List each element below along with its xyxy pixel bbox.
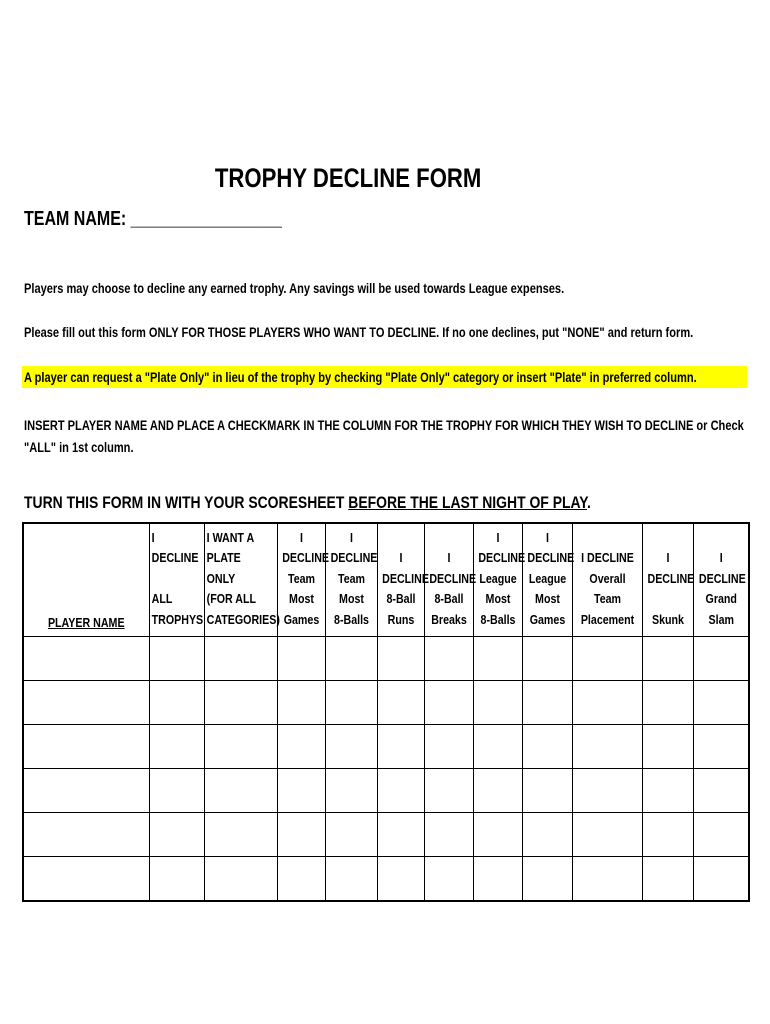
player-name-cell[interactable] bbox=[23, 857, 149, 902]
checkmark-cell[interactable] bbox=[642, 725, 693, 769]
checkmark-cell[interactable] bbox=[642, 637, 693, 681]
checkmark-cell[interactable] bbox=[325, 725, 377, 769]
checkmark-cell[interactable] bbox=[693, 681, 749, 725]
column-header-9: I DECLINE Skunk bbox=[642, 523, 693, 637]
column-header-0: I DECLINE ALL TROPHYS bbox=[149, 523, 204, 637]
checkmark-cell[interactable] bbox=[149, 813, 204, 857]
checkmark-cell[interactable] bbox=[424, 813, 473, 857]
checkmark-cell[interactable] bbox=[325, 769, 377, 813]
checkmark-cell[interactable] bbox=[522, 637, 572, 681]
checkmark-cell[interactable] bbox=[204, 813, 277, 857]
checkmark-cell[interactable] bbox=[424, 769, 473, 813]
checkmark-cell[interactable] bbox=[277, 857, 325, 902]
checkmark-cell[interactable] bbox=[149, 637, 204, 681]
checkmark-cell[interactable] bbox=[377, 681, 424, 725]
column-header-7: I DECLINE League Most Games bbox=[522, 523, 572, 637]
checkmark-cell[interactable] bbox=[572, 725, 642, 769]
deadline-text: BEFORE THE LAST NIGHT OF PLAY bbox=[348, 493, 588, 512]
checkmark-cell[interactable] bbox=[693, 637, 749, 681]
checkmark-cell[interactable] bbox=[473, 813, 522, 857]
checkmark-cell[interactable] bbox=[204, 637, 277, 681]
checkmark-cell[interactable] bbox=[693, 857, 749, 902]
player-name-cell[interactable] bbox=[23, 637, 149, 681]
checkmark-cell[interactable] bbox=[204, 857, 277, 902]
checkmark-cell[interactable] bbox=[642, 813, 693, 857]
checkmark-cell[interactable] bbox=[693, 813, 749, 857]
checkmark-cell[interactable] bbox=[693, 725, 749, 769]
checkmark-cell[interactable] bbox=[642, 769, 693, 813]
player-name-cell[interactable] bbox=[23, 681, 149, 725]
checkmark-cell[interactable] bbox=[277, 681, 325, 725]
table-row bbox=[23, 813, 749, 857]
checkmark-cell[interactable] bbox=[277, 725, 325, 769]
column-header-6: I DECLINE League Most 8-Balls bbox=[473, 523, 522, 637]
decline-table bbox=[22, 522, 750, 902]
column-header-5: I DECLINE 8-Ball Breaks bbox=[424, 523, 473, 637]
checkmark-cell[interactable] bbox=[277, 813, 325, 857]
turn-in-notice: TURN THIS FORM IN WITH YOUR SCORESHEET BEFORE THE LAST NIGHT OF PLAY. bbox=[24, 493, 591, 512]
checkmark-cell[interactable] bbox=[325, 813, 377, 857]
checkmark-cell[interactable] bbox=[473, 769, 522, 813]
checkmark-cell[interactable] bbox=[325, 637, 377, 681]
checkmark-cell[interactable] bbox=[204, 681, 277, 725]
checkmark-cell[interactable] bbox=[377, 637, 424, 681]
insert-instruction-line2: "ALL" in 1st column. bbox=[24, 440, 134, 455]
checkmark-cell[interactable] bbox=[424, 681, 473, 725]
plate-only-note: A player can request a "Plate Only" in lieu of the trophy by checking "Plate Only" category or insert "Plate" in preferred column. bbox=[24, 370, 697, 385]
team-name-field[interactable]: TEAM NAME: _________________ bbox=[24, 208, 282, 230]
column-header-8: I DECLINE Overall Team Placement bbox=[572, 523, 642, 637]
checkmark-cell[interactable] bbox=[377, 857, 424, 902]
intro-text: Players may choose to decline any earned trophy. Any savings will be used towards League expenses. bbox=[24, 281, 565, 296]
checkmark-cell[interactable] bbox=[642, 681, 693, 725]
checkmark-cell[interactable] bbox=[522, 813, 572, 857]
checkmark-cell[interactable] bbox=[204, 725, 277, 769]
checkmark-cell[interactable] bbox=[473, 681, 522, 725]
checkmark-cell[interactable] bbox=[693, 769, 749, 813]
checkmark-cell[interactable] bbox=[522, 681, 572, 725]
table-row bbox=[23, 637, 749, 681]
checkmark-cell[interactable] bbox=[572, 637, 642, 681]
checkmark-cell[interactable] bbox=[325, 857, 377, 902]
checkmark-cell[interactable] bbox=[149, 769, 204, 813]
column-header-1: I WANT A PLATE ONLY (FOR ALL CATEGORIES) bbox=[204, 523, 277, 637]
column-header-10: I DECLINE Grand Slam bbox=[693, 523, 749, 637]
insert-instruction-line1: INSERT PLAYER NAME AND PLACE A CHECKMARK IN THE COLUMN FOR THE TROPHY FOR WHICH THEY WISH TO DECLINE or Check bbox=[24, 418, 744, 433]
player-name-cell[interactable] bbox=[23, 813, 149, 857]
form-title: TROPHY DECLINE FORM bbox=[214, 163, 482, 193]
checkmark-cell[interactable] bbox=[149, 857, 204, 902]
table-row bbox=[23, 857, 749, 902]
checkmark-cell[interactable] bbox=[325, 681, 377, 725]
checkmark-cell[interactable] bbox=[522, 725, 572, 769]
checkmark-cell[interactable] bbox=[377, 725, 424, 769]
checkmark-cell[interactable] bbox=[473, 857, 522, 902]
checkmark-cell[interactable] bbox=[473, 637, 522, 681]
player-name-cell[interactable] bbox=[23, 725, 149, 769]
checkmark-cell[interactable] bbox=[572, 681, 642, 725]
checkmark-cell[interactable] bbox=[572, 857, 642, 902]
checkmark-cell[interactable] bbox=[377, 769, 424, 813]
checkmark-cell[interactable] bbox=[149, 725, 204, 769]
checkmark-cell[interactable] bbox=[277, 769, 325, 813]
checkmark-cell[interactable] bbox=[424, 725, 473, 769]
table-row bbox=[23, 769, 749, 813]
table-row bbox=[23, 681, 749, 725]
player-name-header: PLAYER NAME bbox=[23, 523, 149, 637]
table-row bbox=[23, 725, 749, 769]
checkmark-cell[interactable] bbox=[642, 857, 693, 902]
checkmark-cell[interactable] bbox=[572, 769, 642, 813]
checkmark-cell[interactable] bbox=[572, 813, 642, 857]
column-header-4: I DECLINE 8-Ball Runs bbox=[377, 523, 424, 637]
checkmark-cell[interactable] bbox=[149, 681, 204, 725]
checkmark-cell[interactable] bbox=[204, 769, 277, 813]
checkmark-cell[interactable] bbox=[473, 725, 522, 769]
instruction-text: Please fill out this form ONLY FOR THOSE PLAYERS WHO WANT TO DECLINE. If no one declines, put "NONE" and return form. bbox=[24, 325, 694, 340]
checkmark-cell[interactable] bbox=[522, 769, 572, 813]
checkmark-cell[interactable] bbox=[424, 857, 473, 902]
player-name-cell[interactable] bbox=[23, 769, 149, 813]
checkmark-cell[interactable] bbox=[424, 637, 473, 681]
checkmark-cell[interactable] bbox=[522, 857, 572, 902]
checkmark-cell[interactable] bbox=[377, 813, 424, 857]
checkmark-cell[interactable] bbox=[277, 637, 325, 681]
column-header-3: I DECLINE Team Most 8-Balls bbox=[325, 523, 377, 637]
column-header-2: I DECLINE Team Most Games bbox=[277, 523, 325, 637]
